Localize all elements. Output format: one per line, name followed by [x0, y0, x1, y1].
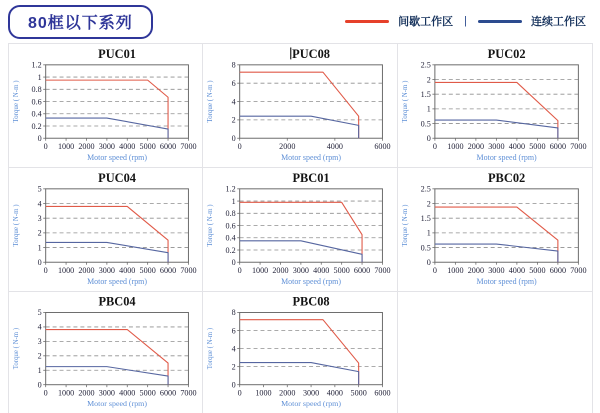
x-tick-label: 1000: [446, 266, 464, 276]
y-tick-label: 0.4: [31, 109, 42, 119]
intermittent-zone-line: [240, 320, 359, 385]
intermittent-zone-line: [240, 72, 359, 138]
y-tick-label: 0.6: [31, 97, 42, 107]
y-axis-label: Torque ( N-m ): [12, 327, 20, 370]
x-tick-label: 3000: [303, 388, 320, 398]
y-tick-label: 2.5: [420, 60, 431, 70]
intermittent-zone-line: [435, 207, 558, 262]
x-tick-label: 5000: [333, 266, 351, 276]
y-tick-label: 0.2: [225, 245, 237, 255]
x-tick-label: 2000: [467, 142, 484, 152]
continuous-zone-line: [435, 244, 558, 262]
x-tick-label: 3000: [98, 388, 115, 398]
y-tick-label: 1.2: [31, 60, 42, 70]
y-tick-label: 4: [37, 199, 42, 209]
y-tick-label: 5: [37, 308, 42, 318]
x-tick-label: 0: [237, 266, 243, 276]
x-tick-label: 7000: [180, 388, 197, 398]
y-tick-label: 1.5: [420, 89, 431, 99]
x-tick-label: 3000: [98, 142, 115, 152]
y-tick-label: 0: [231, 258, 237, 268]
chart-title: PBC08: [292, 294, 330, 309]
x-tick-label: 5000: [528, 266, 546, 276]
chart-svg: [9, 292, 202, 413]
y-tick-label: 1: [426, 104, 431, 114]
x-axis-label: Motor speed (rpm): [476, 153, 537, 163]
x-tick-label: 4000: [313, 266, 330, 276]
x-tick-label: 3000: [98, 266, 115, 276]
y-tick-label: 0: [426, 134, 431, 144]
y-tick-label: 8: [231, 308, 237, 318]
x-tick-label: 4000: [508, 142, 525, 152]
y-tick-label: 0: [37, 380, 42, 390]
continuous-zone-line: [46, 118, 168, 138]
y-tick-label: 2: [231, 362, 237, 372]
chart-title: PBC01: [292, 170, 330, 185]
plot-frame: [46, 189, 189, 262]
continuous-label: 连续工作区: [531, 16, 586, 28]
x-tick-label: 0: [43, 388, 48, 398]
x-tick-label: 2000: [78, 388, 95, 398]
continuous-zone-line: [435, 120, 558, 138]
chart-svg: [9, 44, 202, 167]
chart-svg: [398, 44, 592, 167]
y-tick-label: 4: [231, 344, 237, 354]
x-tick-label: 6000: [159, 388, 177, 398]
x-tick-label: 3000: [487, 266, 505, 276]
x-tick-label: 0: [43, 266, 48, 276]
continuous-zone-line: [46, 367, 168, 385]
chart-cell-pbc04: [9, 292, 203, 413]
y-tick-label: 8: [231, 60, 237, 70]
x-tick-label: 6000: [159, 266, 177, 276]
series-title-badge: [8, 5, 153, 39]
chart-title: PBC02: [487, 170, 525, 185]
chart-svg: [203, 168, 396, 291]
x-tick-label: 2000: [78, 266, 95, 276]
y-tick-label: 1.2: [225, 184, 237, 194]
y-tick-label: 1: [426, 228, 431, 238]
y-tick-label: 0: [37, 134, 42, 144]
intermittent-zone-line: [46, 80, 168, 138]
chart-grid: [8, 43, 593, 413]
x-tick-label: 1000: [255, 388, 272, 398]
y-axis-label: Torque ( N-m ): [400, 80, 409, 123]
x-tick-label: 6000: [549, 142, 566, 152]
x-tick-label: 3000: [293, 266, 310, 276]
y-axis-label: Torque ( N-m ): [206, 204, 215, 247]
x-tick-label: 7000: [569, 142, 587, 152]
y-tick-label: 0: [37, 258, 42, 268]
chart-svg: [398, 168, 592, 291]
y-tick-label: 1.5: [420, 213, 431, 223]
intermittent-line-swatch: [345, 20, 389, 23]
plot-frame: [435, 65, 579, 138]
x-tick-label: 2000: [279, 388, 296, 398]
continuous-zone-line: [46, 242, 168, 262]
intermittent-zone-line: [46, 206, 168, 262]
y-tick-label: 0.8: [225, 209, 237, 219]
x-tick-label: 6000: [374, 388, 391, 398]
y-tick-label: 1: [37, 366, 42, 375]
y-tick-label: 0.5: [420, 119, 431, 129]
x-tick-label: 1000: [57, 388, 75, 398]
chart-cell-puc02: [398, 44, 592, 168]
y-tick-label: 4: [37, 322, 42, 332]
chart-title: PUC02: [487, 46, 526, 61]
x-tick-label: 0: [432, 142, 437, 152]
chart-cell-pbc01: [203, 168, 397, 292]
chart-title: PUC04: [98, 170, 136, 185]
y-tick-label: 5: [37, 184, 42, 194]
y-axis-label: Torque ( N-m ): [206, 80, 215, 123]
y-tick-label: 0: [231, 134, 237, 144]
intermittent-zone-line: [435, 82, 558, 138]
y-axis-label: Torque ( N-m ): [400, 204, 409, 247]
plot-frame: [46, 312, 189, 384]
x-tick-label: 7000: [569, 266, 587, 276]
x-tick-label: 4000: [119, 266, 136, 276]
empty-cell: [398, 292, 592, 413]
y-tick-label: 2: [37, 351, 42, 361]
y-tick-label: 1: [37, 243, 42, 253]
intermittent-zone-line: [46, 330, 168, 385]
y-tick-label: 2: [426, 75, 431, 85]
y-tick-label: 0.4: [225, 233, 237, 243]
x-tick-label: 5000: [139, 388, 156, 398]
y-tick-label: 3: [37, 213, 42, 223]
x-tick-label: 6000: [549, 266, 566, 276]
x-axis-label: Motor speed (rpm): [87, 399, 147, 409]
x-tick-label: 6000: [374, 142, 391, 152]
y-tick-label: 3: [37, 337, 42, 347]
continuous-zone-line: [240, 241, 362, 262]
chart-title: PBC04: [98, 294, 136, 309]
x-tick-label: 2000: [78, 142, 95, 152]
y-tick-label: 2: [231, 115, 237, 125]
chart-title: PUC01: [98, 46, 136, 61]
x-tick-label: 1000: [446, 142, 464, 152]
x-tick-label: 5000: [139, 266, 156, 276]
x-axis-label: Motor speed (rpm): [87, 277, 147, 287]
x-tick-label: 7000: [374, 266, 391, 276]
y-axis-label: Torque ( N-m ): [11, 204, 20, 247]
x-tick-label: 4000: [327, 142, 344, 152]
x-tick-label: 2000: [467, 266, 484, 276]
chart-title: PUC08: [292, 46, 331, 61]
x-axis-label: Motor speed (rpm): [281, 399, 342, 409]
x-tick-label: 0: [432, 266, 437, 276]
x-tick-label: 3000: [487, 142, 505, 152]
legend: [345, 13, 586, 29]
chart-cell-pbc08: [203, 292, 397, 413]
y-tick-label: 6: [231, 326, 237, 336]
x-axis-label: Motor speed (rpm): [281, 153, 342, 163]
y-tick-label: 0.6: [225, 221, 237, 231]
x-tick-label: 1000: [57, 266, 75, 276]
x-tick-label: 5000: [528, 142, 546, 152]
x-tick-label: 5000: [139, 142, 156, 152]
y-tick-label: 0.5: [420, 243, 431, 253]
y-tick-label: 0: [231, 380, 237, 390]
chart-svg: [203, 44, 396, 167]
y-tick-label: 4: [231, 97, 237, 107]
x-tick-label: 0: [237, 388, 243, 398]
y-tick-label: 2: [426, 199, 431, 209]
y-axis-label: Torque ( N-m ): [11, 80, 20, 123]
y-axis-label: Torque ( N-m ): [207, 327, 215, 370]
y-tick-label: 0.2: [31, 121, 42, 131]
y-tick-label: 1: [231, 196, 237, 206]
chart-svg: [203, 292, 396, 413]
x-tick-label: 2000: [279, 142, 296, 152]
continuous-line-swatch: [478, 20, 522, 23]
x-tick-label: 4000: [119, 142, 136, 152]
intermittent-zone-line: [240, 202, 362, 262]
chart-cell-puc08: [203, 44, 397, 168]
y-tick-label: 2.5: [420, 184, 431, 194]
chart-svg: [9, 168, 202, 291]
x-tick-label: 4000: [508, 266, 525, 276]
x-tick-label: 2000: [272, 266, 289, 276]
y-tick-label: 1: [37, 72, 42, 82]
chart-cell-pbc02: [398, 168, 592, 292]
x-axis-label: Motor speed (rpm): [281, 277, 342, 287]
x-tick-label: 1000: [57, 142, 75, 152]
x-tick-label: 1000: [252, 266, 269, 276]
legend-separator: |: [464, 15, 467, 27]
x-tick-label: 0: [237, 142, 243, 152]
intermittent-label: 间歇工作区: [398, 16, 454, 28]
x-tick-label: 4000: [327, 388, 344, 398]
x-tick-label: 6000: [354, 266, 371, 276]
y-tick-label: 0.8: [31, 85, 42, 95]
series-title: 80框以下系列: [28, 15, 133, 32]
chart-cell-puc01: [9, 44, 203, 168]
y-tick-label: 2: [37, 228, 42, 238]
x-tick-label: 7000: [180, 266, 197, 276]
x-tick-label: 6000: [159, 142, 177, 152]
x-axis-label: Motor speed (rpm): [476, 277, 537, 287]
y-tick-label: 0: [426, 258, 431, 268]
chart-cell-puc04: [9, 168, 203, 292]
continuous-zone-line: [240, 363, 359, 385]
x-tick-label: 7000: [180, 142, 197, 152]
x-tick-label: 4000: [119, 388, 136, 398]
x-tick-label: 5000: [350, 388, 368, 398]
x-tick-label: 0: [43, 142, 48, 152]
y-tick-label: 6: [231, 78, 237, 88]
x-axis-label: Motor speed (rpm): [87, 153, 147, 163]
